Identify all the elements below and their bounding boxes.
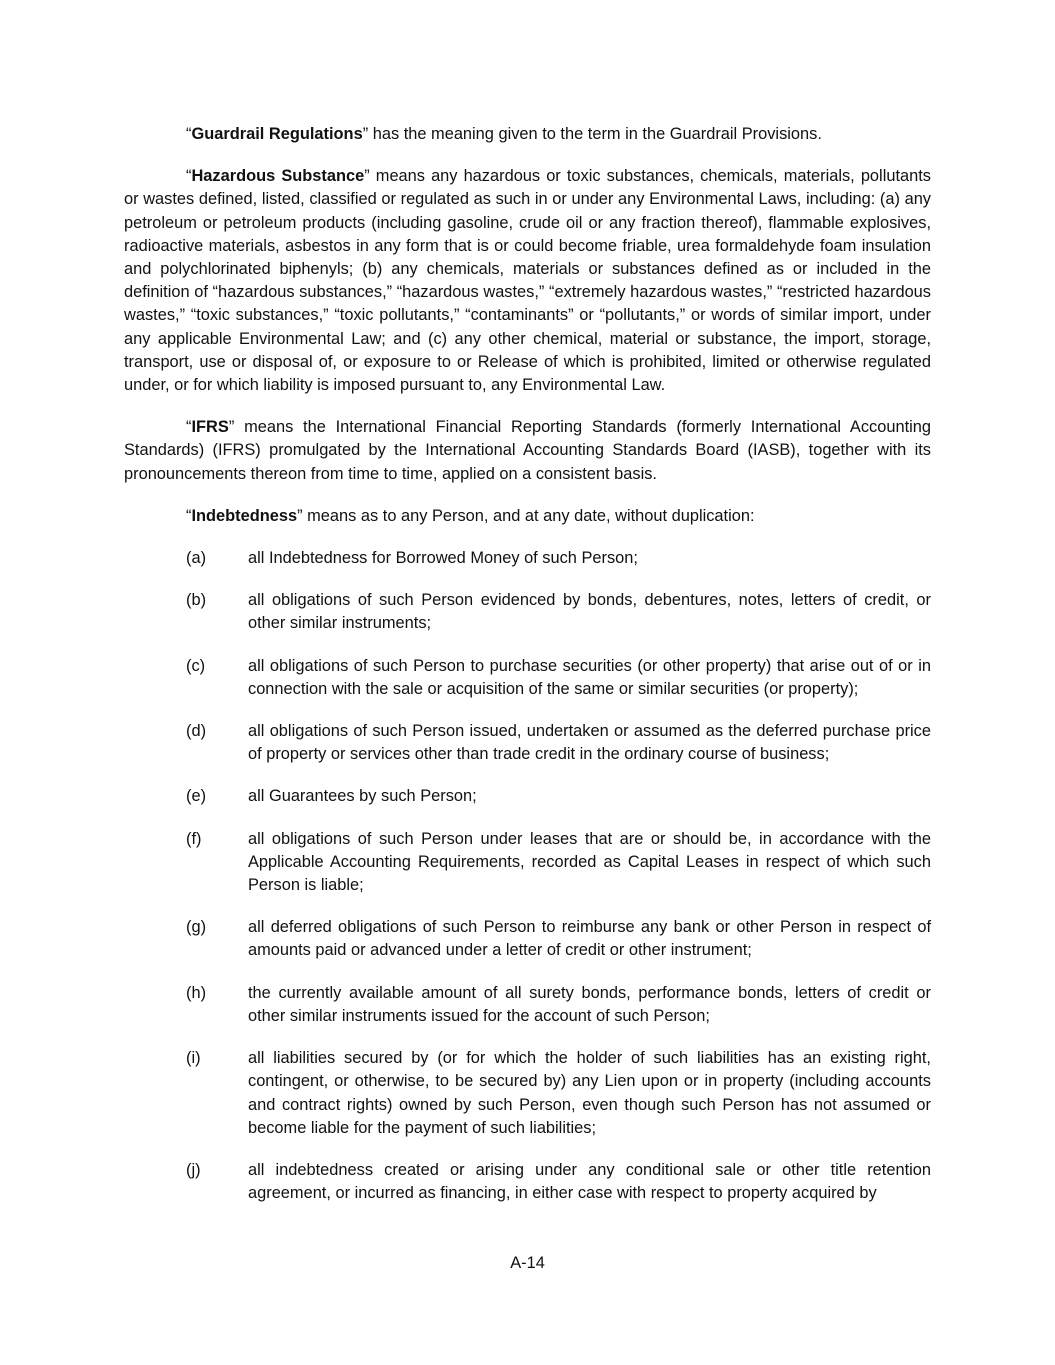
definition-text: means the International Financial Reporting Standards (formerly International Accounting Standards) (IFRS) promulgated by the International Accounting Standards Board (IASB), together with its pronouncements thereon from time to time, applied on a consistent basis.	[124, 418, 931, 483]
open-quote: “	[186, 506, 192, 525]
open-quote: “	[186, 418, 192, 437]
list-item-text: all Guarantees by such Person;	[248, 787, 477, 806]
list-item-text: all obligations of such Person evidenced by bonds, debentures, notes, letters of credit, or other similar instruments;	[248, 591, 931, 633]
list-item-text: all Indebtedness for Borrowed Money of such Person;	[248, 549, 638, 568]
list-item-label: (f)	[186, 829, 202, 848]
definition-text: means any hazardous or toxic substances, chemicals, materials, pollutants or wastes defined, listed, classified or regulated as such in or under any Environmental Laws, including: (a) any petroleum or petroleum products (including gasoline, crude oil or any fraction thereof), flammable explosives, radioactive materials, asbestos in any form that is or could become friable, urea formaldehyde foam insulation and polychlorinated biphenyls; (b) any chemicals, materials or substances defined as or included in the definition of “hazardous substances,” “hazardous wastes,” “extremely hazardous wastes,” “restricted hazardous wastes,” “toxic substances,” “toxic pollutants,” “contaminants” or “pollutants,” or words of similar import, under any applicable Environmental Law; and (c) any other chemical, material or substance, the import, storage, transport, use or disposal of, or exposure to or Release of which is prohibited, limited or otherwise regulated under, or for which liability is imposed pursuant to, any Environmental Law.	[124, 167, 931, 395]
list-item-text: all indebtedness created or arising under any conditional sale or other title retention agreement, or incurred as financing, in either case with respect to property acquired by	[248, 1160, 931, 1203]
page-number: A-14	[510, 1254, 545, 1272]
list-item-label: (b)	[186, 591, 207, 610]
list-item	[124, 785, 931, 808]
list-item-text: all obligations of such Person issued, undertaken or assumed as the deferred purchase price of property or services other than trade credit in the ordinary course of business;	[248, 722, 931, 764]
list-item-label: (d)	[186, 722, 207, 741]
close-quote: ”	[364, 167, 370, 186]
close-quote: ”	[297, 506, 303, 525]
list-item	[124, 828, 931, 898]
list-item	[124, 1047, 931, 1140]
document-body	[124, 123, 931, 1224]
list-item-label: (e)	[186, 787, 207, 806]
list-item	[124, 916, 931, 962]
list-item-label: (j)	[186, 1160, 201, 1179]
list-item-text: all obligations of such Person to purchase securities (or other property) that arise out of or in connection with the sale or acquisition of the same or similar securities (or property);	[248, 656, 931, 698]
list-item	[124, 982, 931, 1028]
list-item	[124, 655, 931, 701]
open-quote: “	[186, 125, 192, 143]
list-item	[124, 1159, 931, 1205]
defined-term: Indebtedness	[191, 506, 298, 525]
list-item	[124, 720, 931, 766]
list-item	[124, 589, 931, 635]
list-item-label: (c)	[186, 656, 206, 675]
definition-text: means as to any Person, and at any date, without duplication:	[302, 506, 755, 525]
list-item-label: (g)	[186, 918, 207, 937]
definition-ifrs	[124, 416, 931, 486]
list-item-text: all liabilities secured by (or for which the holder of such liabilities has an existing right, contingent, or otherwise, to be secured by) any Lien upon or in property (including accounts and contract rights) owned by such Person, even though such Person has not assumed or become liable for the payment of such liabilities;	[248, 1049, 931, 1137]
definition-text: has the meaning given to the term in the Guardrail Provisions.	[368, 125, 822, 143]
definition-indebtedness	[124, 505, 931, 528]
list-item-text: the currently available amount of all surety bonds, performance bonds, letters of credit or other similar instruments issued for the account of such Person;	[248, 983, 931, 1025]
list-item-label: (a)	[186, 549, 207, 568]
list-item-label: (h)	[186, 983, 207, 1002]
defined-term: Guardrail Regulations	[191, 125, 363, 143]
close-quote: ”	[362, 125, 369, 143]
definition-hazardous-substance	[124, 165, 931, 397]
list-item-text: all obligations of such Person under leases that are or should be, in accordance with the Applicable Accounting Requirements, recorded as Capital Leases in respect of which such Person is liable;	[248, 829, 931, 895]
close-quote: ”	[228, 418, 235, 437]
list-item-text: all deferred obligations of such Person to reimburse any bank or other Person in respect of amounts paid or advanced under a letter of credit or other instrument;	[248, 918, 931, 960]
defined-term: IFRS	[191, 418, 229, 437]
definition-guardrail-regulations	[124, 123, 931, 146]
list-item	[124, 547, 931, 570]
open-quote: “	[186, 167, 192, 186]
defined-term: Hazardous Substance	[191, 167, 365, 186]
list-item-label: (i)	[186, 1049, 201, 1068]
